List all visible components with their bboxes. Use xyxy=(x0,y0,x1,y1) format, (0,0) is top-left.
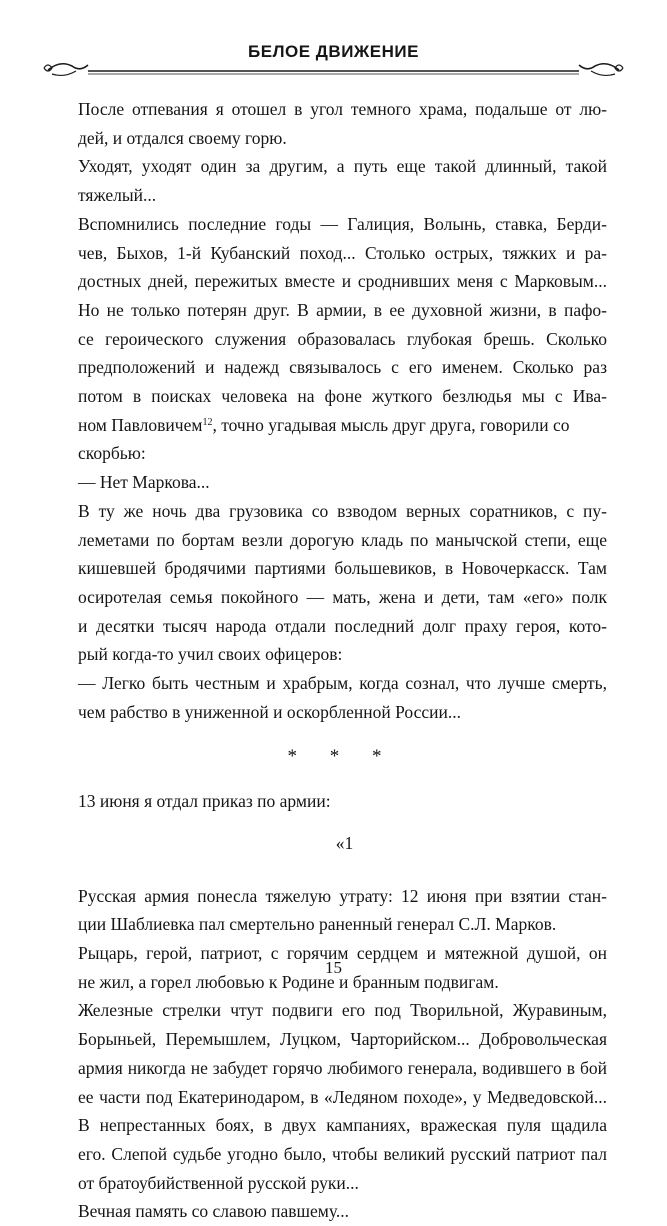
text-line: чем рабство в униженной и оскорбленной России... xyxy=(78,701,461,722)
running-header xyxy=(42,36,625,80)
text-line: от братоубийственной русской руки... xyxy=(78,1172,359,1193)
text-line: и десятки тысяч народа отдали последний долг праху героя, кото- xyxy=(78,615,607,636)
paragraph xyxy=(62,497,607,669)
text-line: Но не только потерян друг. В армии, в ее духовной жизни, в пафо- xyxy=(78,299,607,320)
text-line: леметами по бортам везли дорогую кладь по манычской степи, еще xyxy=(78,529,607,550)
text-line: дей, и отдался своему горю. xyxy=(78,127,287,148)
text-line: скорбью: xyxy=(78,443,146,464)
text-fragment: , точно угадывая мысль друг друга, говорили со xyxy=(212,414,570,435)
text-line: Борыньей, Перемышлем, Луцком, Чарторийском... Добровольческая xyxy=(78,1029,607,1050)
text-line: После отпевания я отошел в угол темного храма, подальше от лю- xyxy=(78,99,607,119)
text-line: чев, Быхов, 1-й Кубанский поход... Столько острых, тяжких и ра- xyxy=(78,242,607,263)
paragraph xyxy=(62,95,607,152)
text-line: Русская армия понесла тяжелую утрату: 12 июня при взятии стан- xyxy=(78,885,607,906)
paragraph xyxy=(62,882,607,939)
text-line: его. Слепой судьбе угодно было, чтобы великий русский патриот пал xyxy=(78,1143,607,1164)
text-line: В ту же ночь два грузовика со взводом верных соратников, с пу- xyxy=(78,500,607,521)
text-line: достных дней, пережитых вместе и сроднивших меня с Марковым... xyxy=(78,271,607,292)
text-line: Вспомнились последние годы — Галиция, Волынь, ставка, Берди- xyxy=(78,213,607,234)
paragraph xyxy=(62,210,607,468)
text-line: осиротелая семья покойного — мать, жена и дети, там «его» полк xyxy=(78,586,607,607)
order-intro: 13 июня я отдал приказ по армии: xyxy=(78,791,331,812)
paragraph xyxy=(62,1197,607,1226)
paragraph xyxy=(62,152,607,209)
text-line: ции Шаблиевка пал смертельно раненный генерал С.Л. Марков. xyxy=(78,914,557,935)
text-fragment: ном Павловичем xyxy=(78,414,203,435)
section-separator: * * * xyxy=(287,746,396,768)
paragraph xyxy=(62,669,607,726)
header-title: БЕЛОЕ ДВИЖЕНИЕ xyxy=(248,42,419,61)
text-line: ее части под Екатеринодаром, в «Ледяном походе», у Медведовской... xyxy=(78,1086,607,1107)
text-line: — Легко быть честным и храбрым, когда сознал, что лучше смерть, xyxy=(78,673,607,694)
paragraph xyxy=(62,468,607,497)
text-line: кишевшей бродячими партиями большевиков, в Новочеркасск. Там xyxy=(78,558,607,579)
text-line: рый когда-то учил своих офицеров: xyxy=(78,644,343,665)
text-line: — Нет Маркова... xyxy=(78,472,210,493)
text-line xyxy=(62,411,607,440)
text-line: армия никогда не забудет горячо любимого генерала, водившего в бой xyxy=(78,1057,607,1078)
paragraph xyxy=(62,1111,607,1197)
text-line: потом в поисках человека на фоне жуткого безлюдья мы с Ива- xyxy=(78,386,607,407)
footnote-marker[interactable]: 12 xyxy=(202,416,213,428)
paragraph xyxy=(62,996,607,1111)
order-number: «1 xyxy=(335,832,354,853)
page-number: 15 xyxy=(325,958,342,977)
page-body xyxy=(62,95,607,1226)
text-line: предположений и надежд связывалось с его именем. Сколько раз xyxy=(78,357,607,378)
text-line: Уходят, уходят один за другим, а путь еще такой длинный, такой xyxy=(78,156,607,177)
text-line: се героического служения образовалась глубокая брешь. Сколько xyxy=(78,328,607,349)
header-ornament xyxy=(42,52,625,80)
text-line: Вечная память со славою павшему... xyxy=(78,1201,349,1222)
text-line: Железные стрелки чтут подвиги его под Творильной, Журавиным, xyxy=(78,1000,607,1021)
text-line: тяжелый... xyxy=(78,185,157,206)
text-line: не жил, а горел любовью к Родине и бранным подвигам. xyxy=(78,971,499,992)
text-line: Рыцарь, герой, патриот, с горячим сердцем и мятежной душой, он xyxy=(78,942,607,963)
text-line: В непрестанных боях, в двух кампаниях, вражеская пуля щадила xyxy=(78,1115,607,1136)
